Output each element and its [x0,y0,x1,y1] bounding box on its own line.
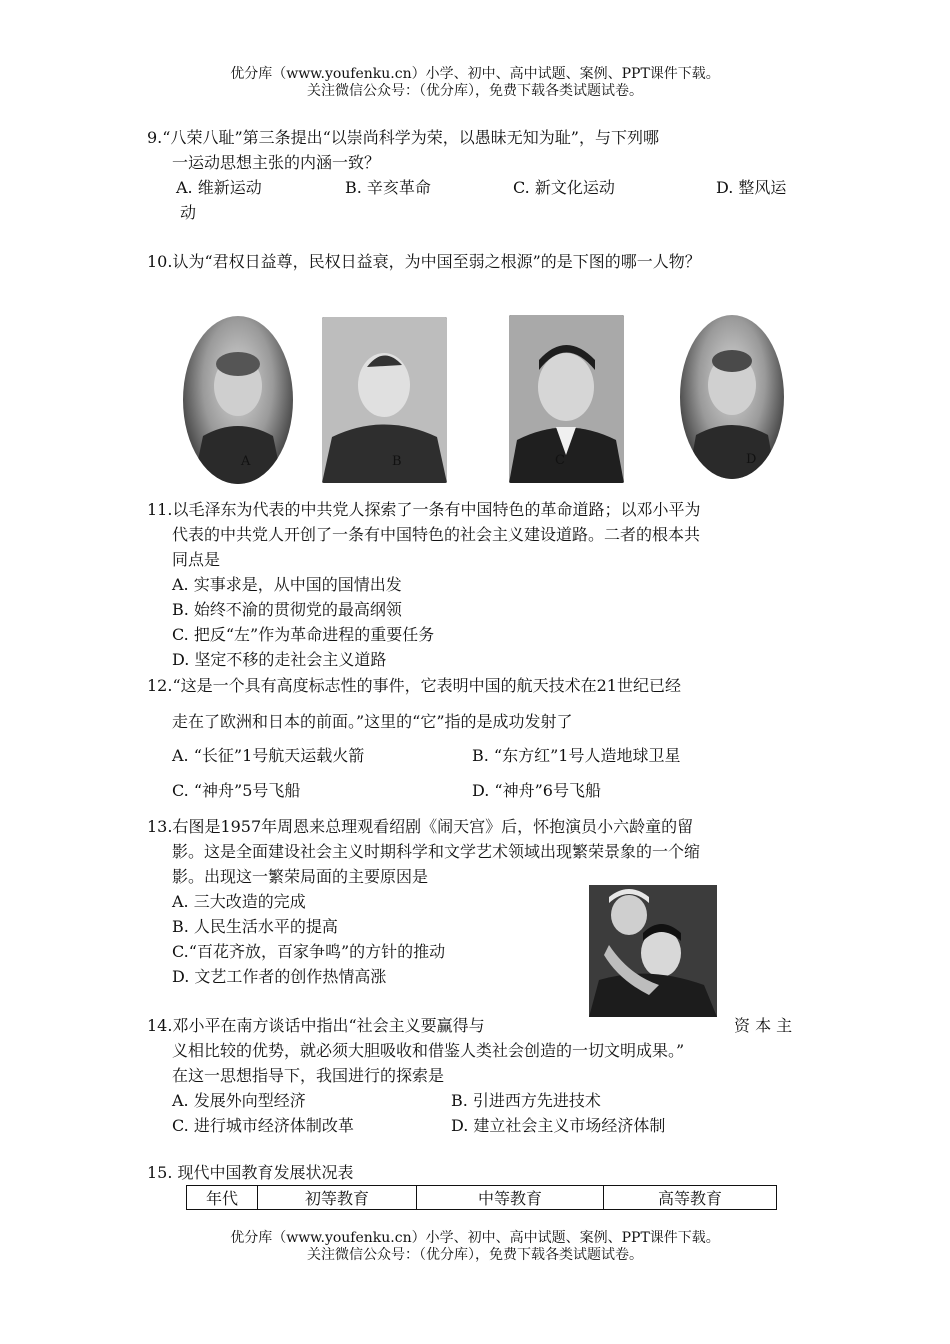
q14-stem-line-2: 义相比较的优势，就必须大胆吸收和借鉴人类社会创造的一切文明成果。” [172,1041,685,1060]
portrait-photo-a [183,316,293,484]
column-header-primary: 初等教育 [258,1186,417,1210]
q11-option-b: B. 始终不渝的贯彻党的最高纲领 [172,600,402,619]
column-header-era: 年代 [187,1186,258,1210]
education-table [186,1185,777,1210]
header-line-1: 优分库（www.youfenku.cn）小学、初中、高中试题、案例、PPT课件下载。 [230,66,720,82]
table-header-row [187,1186,777,1210]
q11-stem-line-2: 代表的中共党人开创了一条有中国特色的社会主义建设道路。二者的根本共 [172,525,701,544]
portrait-photo-d [680,315,784,479]
portrait-label-d: D [746,452,757,467]
q12-stem-line-2: 走在了欧洲和日本的前面。”这里的“它”指的是成功发射了 [172,712,573,731]
q13-option-b: B. 人民生活水平的提高 [172,917,338,936]
portrait-label-a: A [241,454,251,469]
zhou-enlai-photo-figure [589,885,717,1017]
q14-stem-line-3: 在这一思想指导下，我国进行的探索是 [172,1066,445,1085]
column-header-higher: 高等教育 [604,1186,777,1210]
q11-option-a: A. 实事求是，从中国的国情出发 [172,575,402,594]
q13-stem-line-3: 影。出现这一繁荣局面的主要原因是 [172,867,429,886]
q13-option-c: C.“百花齐放，百家争鸣”的方针的推动 [172,942,446,961]
portrait-photo-b [322,317,447,483]
q12-option-b: B. “东方红”1号人造地球卫星 [472,746,681,765]
q15-title: 15. 现代中国教育发展状况表 [147,1163,354,1182]
q11-option-d: D. 坚定不移的走社会主义道路 [172,650,387,669]
q9-option-d-wrap: 动 [180,203,197,222]
portrait-a-figure [183,316,293,484]
q14-stem-line-1-right: 资 本 主 [734,1016,793,1035]
portrait-d-figure [680,315,784,479]
q13-stem-line-1: 13.右图是1957年周恩来总理观看绍剧《闹天宫》后，怀抱演员小六龄童的留 [147,817,694,836]
q14-option-a: A. 发展外向型经济 [172,1091,306,1110]
q12-option-d: D. “神舟”6号飞船 [472,781,601,800]
q9-stem-line-2: 一运动思想主张的内涵一致？ [172,153,381,172]
q10-stem: 10.认为“君权日益尊，民权日益衰，为中国至弱之根源”的是下图的哪一人物？ [147,252,701,271]
zhou-enlai-photo [589,885,717,1017]
q9-option-d: D. 整风运 [716,178,787,197]
q9-option-a: A. 维新运动 [176,178,262,197]
q11-option-c: C. 把反“左”作为革命进程的重要任务 [172,625,435,644]
q12-option-a: A. “长征”1号航天运载火箭 [172,746,365,765]
header-line-2: 关注微信公众号：（优分库），免费下载各类试题试卷。 [307,83,643,99]
q11-stem-line-1: 11.以毛泽东为代表的中共党人探索了一条有中国特色的革命道路；以邓小平为 [147,500,701,519]
portrait-b-figure [322,317,447,483]
q9-stem-line-1: 9.“八荣八耻”第三条提出“以崇尚科学为荣，以愚昧无知为耻”，与下列哪 [147,128,659,147]
portrait-photo-c [509,315,624,483]
portrait-label-b: B [392,454,402,469]
page-header [0,66,950,100]
q14-option-d: D. 建立社会主义市场经济体制 [451,1116,666,1135]
q13-option-d: D. 文艺工作者的创作热情高涨 [172,967,387,986]
q11-stem-line-3: 同点是 [172,550,221,569]
q14-option-b: B. 引进西方先进技术 [451,1091,601,1110]
page-footer [0,1230,950,1264]
portrait-c-figure [509,315,624,483]
footer-line-2: 关注微信公众号：（优分库），免费下载各类试题试卷。 [307,1247,643,1263]
q12-option-c: C. “神舟”5号飞船 [172,781,301,800]
q13-option-a: A. 三大改造的完成 [172,892,306,911]
q9-option-c: C. 新文化运动 [513,178,615,197]
q14-option-c: C. 进行城市经济体制改革 [172,1116,354,1135]
q12-stem-line-1: 12.“这是一个具有高度标志性的事件，它表明中国的航天技术在21世纪已经 [147,676,681,695]
q13-stem-line-2: 影。这是全面建设社会主义时期科学和文学艺术领域出现繁荣景象的一个缩 [172,842,701,861]
q9-option-b: B. 辛亥革命 [345,178,431,197]
q14-stem-line-1-left: 14.邓小平在南方谈话中指出“社会主义要赢得与 [147,1016,485,1035]
portrait-label-c: C [555,453,565,468]
column-header-secondary: 中等教育 [417,1186,604,1210]
footer-line-1: 优分库（www.youfenku.cn）小学、初中、高中试题、案例、PPT课件下载。 [230,1230,720,1246]
